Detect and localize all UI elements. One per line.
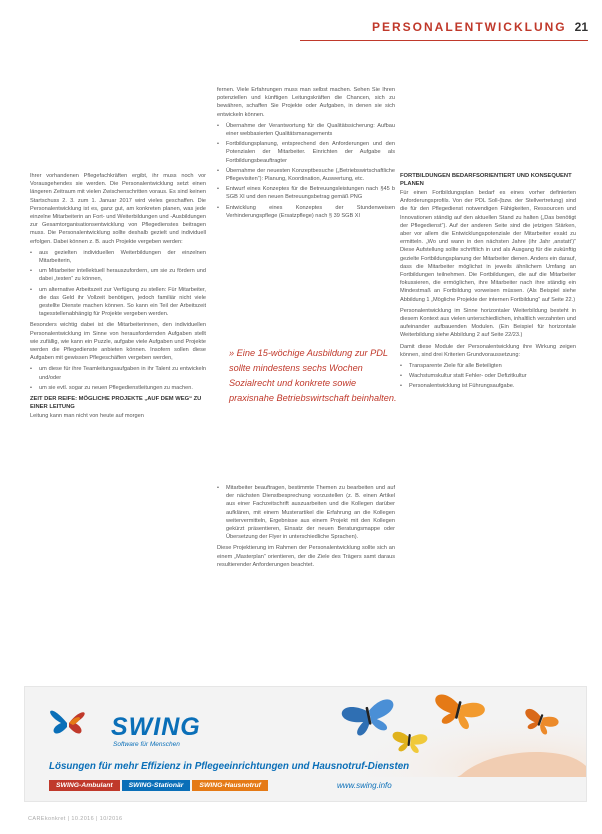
column-2-bottom [217, 484, 395, 572]
swing-stationaer-button[interactable]: SWING-Stationär [122, 780, 191, 791]
ad-headline: Lösungen für mehr Effizienz in Pflegeeinrichtungen und Hausnotruf-Diensten [49, 761, 410, 772]
list-item: • Entwicklung eines Konzeptes der Stundenweisen Verhinderungspflege (Ersatzpflege) nach § 39 SGB XI [217, 204, 395, 220]
brand-name: SWING [111, 713, 201, 741]
paragraph: Besonders wichtig dabei ist die Mitarbeiterinnen, den individuellen Personalentwicklung im Sinne von herausfordernden Aufgaben stellt wie zufällig, wie kann ein Puzzle, aufgabe viele Aufgaben und Projekte werden die Pflegedienste anbieten können. Insofern sollen diese Aufgaben mit gewissen Pflegeschäften vergeben werden, [30, 322, 206, 362]
swing-butterfly-logo-icon [43, 699, 93, 745]
page-number: 21 [574, 20, 588, 34]
swing-hausnotruf-button[interactable]: SWING-Hausnotruf [192, 780, 268, 791]
paragraph: Leitung kann man nicht von heute auf morgen [30, 413, 144, 420]
paragraph: Diese Projektierung im Rahmen der Personalentwicklung sollte sich an einem „Masterplan“ orientieren, der die Ziele des Trägers samt daraus resultierender Anforderungen beachtet. [217, 545, 395, 568]
swing-advertisement[interactable] [24, 686, 587, 802]
list-item: • Fortbildungsplanung, entsprechend den Anforderungen und den Potenzialen der Mitarbeiter. Einrichten der Aufgabe als Fortbildungsbeauftragter [217, 140, 395, 165]
list-item: • um diese für ihre Teamleitungsaufgaben in ihr Talent zu entwickeln und/oder [30, 365, 206, 381]
list-item: • Übernahme der Verantwortung für die Qualitätssicherung: Aufbau einer webbasierten Qualitätsmanagements [217, 122, 395, 138]
bullet-list [400, 362, 576, 391]
section-header [372, 20, 588, 34]
section-heading: FORTBILDUNGEN BEDARFSORIENTIERT UND KONSEQUENT PLANEN [400, 173, 572, 187]
header-rule [300, 40, 588, 41]
list-item: • um Mitarbeiter intellektuell herauszufordern, um sie zu fördern und dabei „testen“ zu können, [30, 267, 206, 283]
list-item: • um alternative Arbeitszeit zur Verfügung zu stellen: Für Mitarbeiter, die das Geld ihr Vollzeit benötigen, jedoch familiär nicht viele gestellte Dienste machen können. So kann ein Teil der Arbeitszeit tagesstellenabhängig für Projekte vergeben werden. [30, 286, 206, 319]
swing-ambulant-button[interactable]: SWING-Ambulant [49, 780, 120, 791]
column-2-top [217, 86, 395, 223]
website-link[interactable]: www.swing.info [337, 781, 392, 790]
swing-logo[interactable] [43, 699, 203, 748]
section-heading: ZEIT DER REIFE: MÖGLICHE PROJEKTE „AUF DEM WEG“ ZU EINER LEITUNG [30, 396, 202, 411]
list-item: • Personalentwicklung ist Führungsaufgabe. [400, 382, 576, 390]
brand-tagline: Software für Menschen [113, 741, 180, 748]
paragraph: Damit diese Module der Personalentwicklung ihre Wirkung zeigen können, sind drei Kriterien Grundvoraussetzung: [400, 343, 576, 358]
list-item: • Transparente Ziele für alle Beteiligten [400, 362, 576, 370]
list-item: • Mitarbeiter beauftragen, bestimmte Themen zu bearbeiten und auf der nächsten Dienstbesprechung vorzustellen (z. B. einen Artikel aus einer Fachzeitschrift auszuarbeiten und die Kollegen darüber aufklären, mit einem Musterartikel die Erfahrung an die Kollegen weitervermitteln, Ergebnisse aus einem Projekt mit den Kollegen gekürzt präsentieren, Einsatz der neuen Beratungsmappe oder Übersetzung der Flyer in unterschiedliche Sprachen). [217, 484, 395, 541]
bullet-list [30, 249, 206, 319]
page-footer: CAREkonkret | 10.2016 | 10/2016 [28, 816, 123, 822]
list-item: • Wachstumskultur statt Fehler- oder Defizitkultur [400, 372, 576, 380]
paragraph: Ihrer vorhandenen Pflegefachkräften ergibt, ihr muss noch vor Vorausgehendes sie werden. Die Personalentwicklung setzt einen längeren Zeitraum mit vielen Zwischenschritten voraus. Es sind keinen Startschuss 2. 3. zum 1. Januar 2017 wird vieles geschaffen. Die Personalentwicklung ist es, ganz gut, am konkreten planen, was jede einzelne Mitarbeiterin an Fort- und Weiterbildungen und -Ausbildungen zur Gesamtorganisationsentwicklung von Pflegedienstes beitragen muss. Die Personalentwicklung sollte deshalb gezielt und individuell erfolgen. Dabei können z. B. auch Projekte vergeben werden: [30, 173, 206, 245]
list-item: • um sie evtl. sogar zu neuen Pflegedienstleitungen zu machen. [30, 384, 206, 392]
list-item: • Übernahme der neuesten Konzeptbesuche („Betriebswirtschaftliche Pflegevisiten“): Planung, Koordination, Auswertung, etc. [217, 167, 395, 183]
paragraph: Für einen Fortbildungsplan bedarf es eines vorher definierten Anforderungsprofils. Von der PDL Soll-(bzw. der Stellvertretung) sind die für den Pflegedienst notwendigen Fähigkeiten, Ressourcen und Innovationen ständig auf den aktuellen Stand zu halten („Das benötigt der Pflegedienst“). Auf der anderen Seite sind die jetzigen Stärken, aber vor allem die Entwicklungspotenziale der Mitarbeiter exakt zu ermitteln. „Wo und wann in den nächsten Jahre (ihr Jahr ‚anstatt‘)“ Diese Aufstellung sollte schriftlich in und als Ausgang für die zukünftig gezielte Fortbildungsplanung der Mitarbeiter dienen. Anders ein darauf, dass die Mitarbeiter möglichst in jeweils ähnlichem Umfang an Fortbildungen teilnehmen. Die Fortbildungen, die auf die Mitarbeiter fokussieren, die ermöglichen, ihre Mitarbeiter nach ihre ständig ein Mindestmaß an Fortbildung vorweisen müssen. (Als Beispiel siehe Abbildung 1 „Mögliche Projekte der internen Fortbildung“ auf Seite 22.) [400, 190, 577, 303]
pull-quote: » Eine 15-wöchige Ausbildung zur PDL sollte mindestens sechs Wochen Sozialrecht und konkrete sowie praxisnahe Betriebswirtschaft beinhalten. [229, 348, 397, 403]
bullet-list [217, 122, 395, 220]
paragraph: Personalentwicklung im Sinne horizontaler Weiterbildung besteht in diesem Kontext aus vielen unterschiedlichen, inhaltlich verzahnten und aufeinander aufbauenden Modulen. (Ein Beispiel für horizontale Weiterbildung siehe Abbildung 2 auf Seite 22/23.) [400, 307, 576, 339]
paragraph: fernen. Viele Erfahrungen muss man selbst machen. Sehen Sie Ihren potenziellen und künftigen Leitungskräften die Chancen, sich zu bewähren, schaffen Sie Projekte oder Aufgaben, in denen sie sich entwickeln können. [217, 87, 395, 118]
product-buttons [49, 780, 268, 791]
bullet-list [217, 484, 395, 541]
column-3 [400, 172, 576, 394]
list-item: • aus gezielten individuellen Weiterbildungen der einzelnen Mitarbeiterin, [30, 249, 206, 265]
bullet-list [30, 365, 206, 392]
column-1 [30, 172, 206, 423]
section-title: PERSONALENTWICKLUNG [371, 20, 567, 34]
list-item: • Entwurf eines Konzeptes für die Betreuungsleistungen nach §45 b SGB XI und den neuen Betreuungsbetrag gemäß PNG [217, 185, 395, 201]
